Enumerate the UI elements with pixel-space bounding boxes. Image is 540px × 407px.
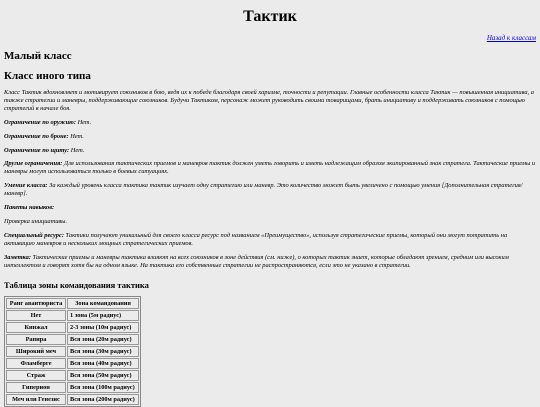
shield-restriction	[4, 147, 536, 155]
table-row	[6, 370, 139, 381]
class-skill	[4, 182, 536, 198]
zone-cell: Вся зона (200м радиус)	[67, 394, 139, 405]
armor-restriction-value: Нет.	[68, 132, 84, 140]
class-skill-value: За каждый уровень класса тактика тактик изучает одну стратегию или маневр. Это количество может быть увеличено с помощью умения [Дополнительная стратегия/маневр].	[4, 182, 523, 198]
back-to-classes-link[interactable]: Назад к классам	[486, 34, 536, 42]
table-row	[6, 334, 139, 345]
page-title: Тактик	[243, 8, 297, 25]
header-rank: Ранг авантюриста	[6, 298, 66, 309]
note	[4, 254, 536, 270]
skill-packs	[4, 204, 536, 212]
zone-cell: Вся зона (100м радиус)	[67, 382, 139, 393]
table-row	[6, 394, 139, 405]
special-resource-label: Специальный ресурс:	[4, 231, 64, 239]
shield-restriction-value: Нет.	[69, 146, 85, 154]
header-zone: Зона командования	[67, 298, 139, 309]
note-label: Заметка:	[4, 253, 31, 261]
zone-cell: Вся зона (40м радиус)	[67, 358, 139, 369]
table-title: Таблица зоны командования тактика	[4, 280, 149, 290]
other-restrictions-value: Для использования тактических приемов и маневров тактик должен уметь говорить и иметь надлежащим образом экипированный знак стратега. Тактические приемы и маневры могут использоваться только в боевых ситуациях.	[4, 160, 536, 176]
special-resource-value: Тактики получают уникальный для своего класса ресурс под названием «Преимущество», используя стратегические приемы, который они могут потратить на активацию маневров и нескольких мощных стратегических приемов.	[4, 231, 508, 247]
table-row	[6, 346, 139, 357]
zone-cell: Вся зона (20м радиус)	[67, 334, 139, 345]
weapon-restriction-label: Ограничение по оружию:	[4, 118, 76, 126]
table-row	[6, 310, 139, 321]
other-restrictions	[4, 160, 536, 176]
rank-cell: Широкий меч	[6, 346, 66, 357]
note-value: Тактические приемы и маневры тактика влияют на всех союзников в зоне действия (см. ниже), о которых тактик знает, которые обладают зрением, средним или высоким интеллектом и говорят хотя бы на одном языке. На тактика его собственные стратегии не распространяются, если это не указано в стратегии.	[4, 253, 509, 269]
table-header-row	[6, 298, 139, 309]
rank-cell: Гиперион	[6, 382, 66, 393]
section-minor-class: Малый класс	[4, 50, 72, 62]
rank-cell: Страж	[6, 370, 66, 381]
skill-packs-value: Проверка инициативы.	[4, 217, 68, 225]
armor-restriction	[4, 133, 536, 141]
intro-paragraph: Класс Тактик вдохновляет и мотивирует союзников в бою, ведя их к победе благодаря своей харизме, точности и репутации. Главные особенности класса Тактик — повышенная инициатива, а также стратегии и маневры, поддерживающие союзников. Будучи Тактиком, персонаж может руководить своими товарищами, брать инициативу и поддерживать союзников с помощью стратегий в начале боя.	[4, 89, 534, 112]
table-row	[6, 358, 139, 369]
table-row	[6, 382, 139, 393]
weapon-restriction	[4, 119, 536, 127]
rank-cell: Нет	[6, 310, 66, 321]
zone-cell: Вся зона (30м радиус)	[67, 346, 139, 357]
zone-cell: 2-3 зоны (10м радиус)	[67, 322, 139, 333]
rank-cell: Фламберге	[6, 358, 66, 369]
class-description	[4, 89, 536, 276]
skill-packs-label: Пакеты навыков:	[4, 204, 55, 212]
armor-restriction-label: Ограничение по броне:	[4, 132, 69, 140]
zone-cell: 1 зона (5м радиус)	[67, 310, 139, 321]
shield-restriction-label: Ограничение по щиту:	[4, 146, 70, 154]
zone-cell: Вся зона (50м радиус)	[67, 370, 139, 381]
table-row	[6, 322, 139, 333]
weapon-restriction-value: Нет.	[75, 118, 92, 126]
rank-cell: Кинжал	[6, 322, 66, 333]
section-class-type: Класс иного типа	[4, 70, 91, 82]
rank-cell: Рапира	[6, 334, 66, 345]
command-zone-table	[4, 296, 141, 407]
other-restrictions-label: Другие ограничения:	[4, 160, 63, 168]
class-skill-label: Умение класса:	[4, 182, 48, 190]
special-resource	[4, 232, 536, 248]
rank-cell: Меч или Генезис	[6, 394, 66, 405]
